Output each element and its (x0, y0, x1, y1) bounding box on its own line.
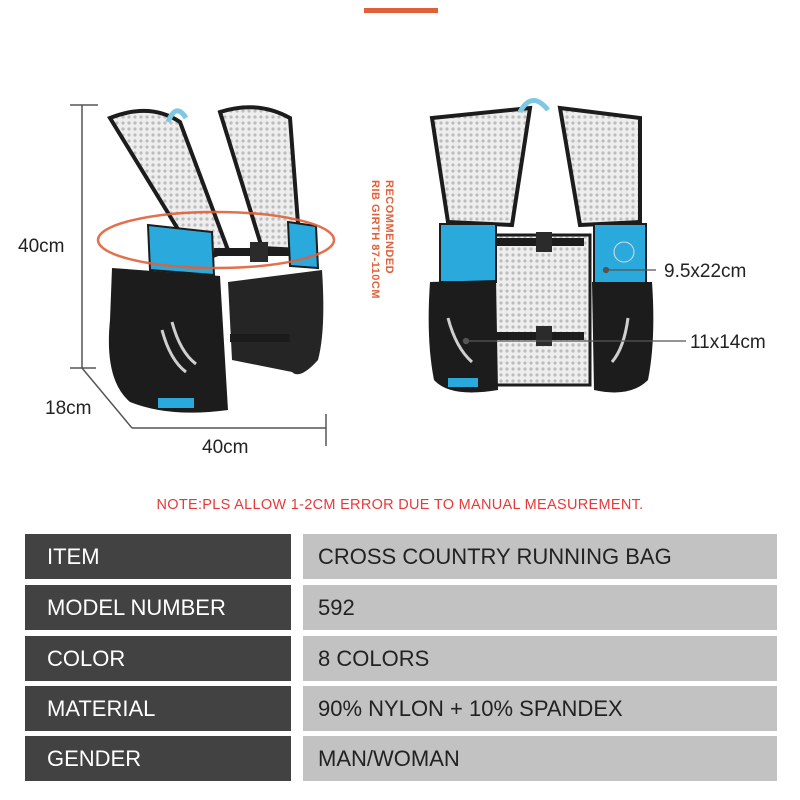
depth-label: 18cm (45, 398, 92, 419)
spec-row-gender (25, 736, 777, 781)
spec-value: MAN/WOMAN (303, 736, 777, 781)
spec-row-material (25, 686, 777, 731)
height-label: 40cm (18, 236, 65, 257)
rib-note-line2: RIB GIRTH 87-110CM (369, 180, 381, 300)
spec-key: COLOR (25, 636, 291, 681)
spec-key: GENDER (25, 736, 291, 781)
width-label: 40cm (202, 437, 249, 458)
spec-key: ITEM (25, 534, 291, 579)
vest-side-view (98, 107, 334, 412)
measurement-note: NOTE:PLS ALLOW 1-2CM ERROR DUE TO MANUAL MEASUREMENT. (156, 497, 644, 513)
spec-value: 90% NYLON + 10% SPANDEX (303, 686, 777, 731)
spec-key: MODEL NUMBER (25, 585, 291, 630)
spec-value: 592 (303, 585, 777, 630)
front-pocket-label: 9.5x22cm (664, 261, 747, 282)
vest-back-view (429, 100, 654, 392)
spec-row-color (25, 636, 777, 681)
spec-value: 8 COLORS (303, 636, 777, 681)
rib-girth-note (356, 180, 396, 330)
spec-key: MATERIAL (25, 686, 291, 731)
spec-row-model-number (25, 585, 777, 630)
spec-row-item (25, 534, 777, 579)
side-pocket-label: 11x14cm (690, 332, 766, 353)
rib-note-line1: RECOMMENDED (383, 180, 395, 275)
spec-value: CROSS COUNTRY RUNNING BAG (303, 534, 777, 579)
